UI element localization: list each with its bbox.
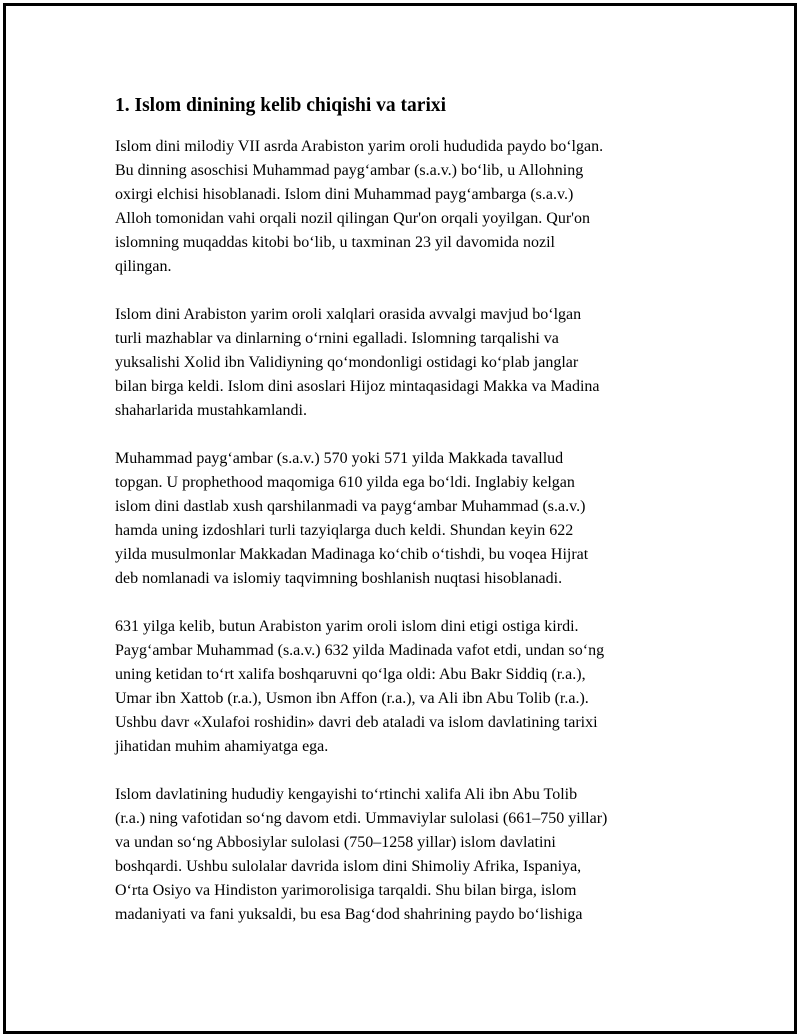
text-line: boshqardi. Ushbu sulolalar davrida islom dini Shimoliy Afrika, Ispaniya, [115, 858, 582, 875]
text-line: topgan. U prophethood maqomiga 610 yilda ega bo‘ldi. Inglabiy kelgan [115, 474, 575, 491]
text-line: Payg‘ambar Muhammad (s.a.v.) 632 yilda Madinada vafot etdi, undan so‘ng [115, 642, 605, 659]
text-line: Bu dinning asoschisi Muhammad payg‘ambar (s.a.v.) bo‘lib, u Allohning [115, 162, 584, 179]
text-line: deb nomlanadi va islomiy taqvimning boshlanish nuqtasi hisoblanadi. [115, 570, 563, 587]
paragraph-4 [115, 615, 695, 759]
text-line: turli mazhablar va dinlarning o‘rnini egalladi. Islomning tarqalishi va [115, 330, 559, 347]
text-line: Islom davlatining hududiy kengayishi to‘rtinchi xalifa Ali ibn Abu Tolib [115, 786, 578, 803]
text-line: islomning muqaddas kitobi bo‘lib, u taxminan 23 yil davomida nozil [115, 234, 555, 251]
text-line: Islom dini milodiy VII asrda Arabiston yarim oroli hududida paydo bo‘lgan. [115, 138, 604, 155]
text-line: Muhammad payg‘ambar (s.a.v.) 570 yoki 571 yilda Makkada tavallud [115, 450, 564, 467]
text-line: va undan so‘ng Abbosiylar sulolasi (750–1258 yillar) islom davlatini [115, 834, 556, 851]
text-line: madaniyati va fani yuksaldi, bu esa Bag‘dod shahrining paydo bo‘lishiga [115, 906, 583, 923]
paragraph-3 [115, 447, 695, 591]
text-line: Umar ibn Xattob (r.a.), Usmon ibn Affon (r.a.), va Ali ibn Abu Tolib (r.a.). [115, 690, 589, 707]
text-line: yilda musulmonlar Makkadan Madinaga ko‘chib o‘tishdi, bu voqea Hijrat [115, 546, 589, 563]
text-line: Ushbu davr «Xulafoi roshidin» davri deb ataladi va islom davlatining tarixi [115, 714, 598, 731]
paragraph-5 [115, 783, 695, 927]
text-line: Islom dini Arabiston yarim oroli xalqlari orasida avvalgi mavjud bo‘lgan [115, 306, 582, 323]
text-line: oxirgi elchisi hisoblanadi. Islom dini Muhammad payg‘ambarga (s.a.v.) [115, 186, 574, 203]
text-line: jihatidan muhim ahamiyatga ega. [115, 738, 329, 755]
text-line: shaharlarida mustahkamlandi. [115, 402, 307, 419]
text-line: 631 yilga kelib, butun Arabiston yarim oroli islom dini etigi ostiga kirdi. [115, 618, 579, 635]
text-line: islom dini dastlab xush qarshilanmadi va payg‘ambar Muhammad (s.a.v.) [115, 498, 586, 515]
text-line: qilingan. [115, 258, 172, 275]
text-line: uning ketidan to‘rt xalifa boshqaruvni qo‘lga oldi: Abu Bakr Siddiq (r.a.), [115, 666, 586, 683]
text-line: yuksalishi Xolid ibn Validiyning qo‘mondonligi ostidagi ko‘plab janglar [115, 354, 579, 371]
text-line: (r.a.) ning vafotidan so‘ng davom etdi. Ummaviylar sulolasi (661–750 yillar) [115, 810, 608, 827]
text-line: Alloh tomonidan vahi orqali nozil qilingan Qur'on orqali yoyilgan. Qur'on [115, 210, 591, 227]
text-line: bilan birga keldi. Islom dini asoslari Hijoz mintaqasidagi Makka va Madina [115, 378, 600, 395]
paragraph-1 [115, 135, 695, 279]
section-heading: 1. Islom dinining kelib chiqishi va tarixi [115, 95, 447, 116]
text-line: hamda uning izdoshlari turli tazyiqlarga duch keldi. Shundan keyin 622 [115, 522, 574, 539]
text-line: O‘rta Osiyo va Hindiston yarimorolisiga tarqaldi. Shu bilan birga, islom [115, 882, 577, 899]
document-body [115, 92, 695, 927]
paragraph-2 [115, 303, 695, 423]
